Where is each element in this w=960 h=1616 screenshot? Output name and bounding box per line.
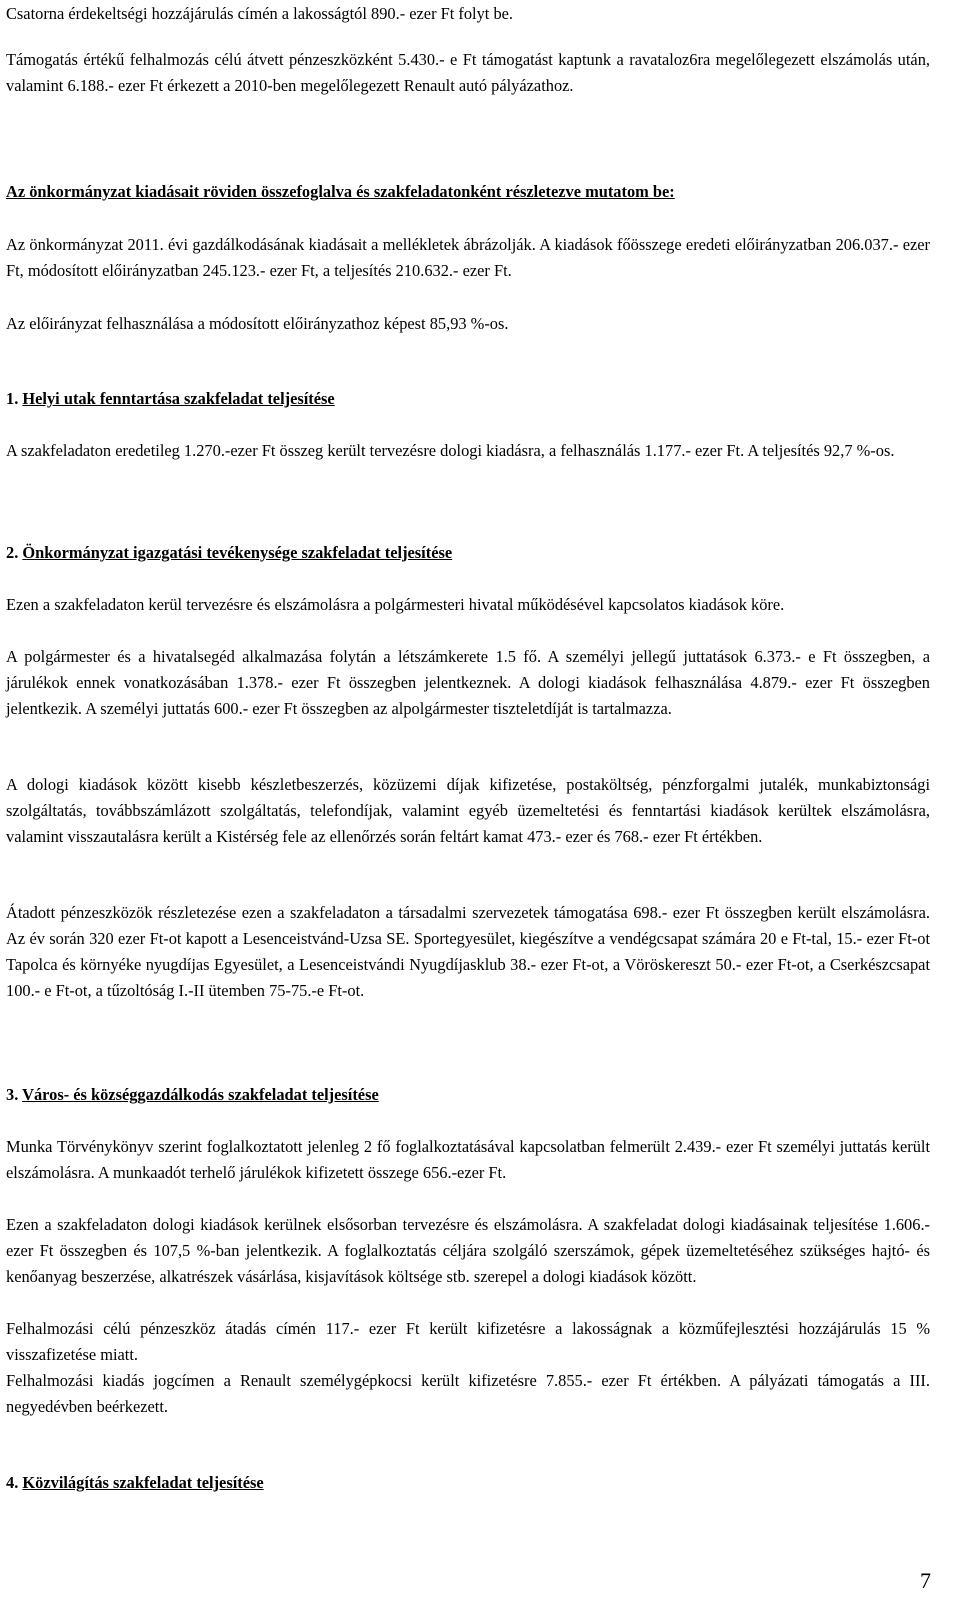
- section-number: 2.: [6, 543, 19, 562]
- page-number: 7: [920, 1568, 931, 1593]
- paragraph-capital-expenditure: Felhalmozási kiadás jogcímen a Renault személygépkocsi került kifizetésre 7.855.- ezer Ft értékben. A pályázati támogatás a III. negyedévben beérkezett.: [6, 1371, 930, 1416]
- paragraph-roads-budget: A szakfeladaton eredetileg 1.270.-ezer Ft összeg került tervezésre dologi kiadásra, a felhasználás 1.177.- ezer Ft. A teljesítés 92,7 %-os.: [6, 441, 895, 460]
- section-number: 3.: [6, 1085, 19, 1104]
- paragraph-transferred-funds: Átadott pénzeszközök részletezése ezen a szakfeladaton a társadalmi szervezetek támogatása 698.- ezer Ft összegben került elszámolásra. Az év során 320 ezer Ft-ot kapott a Lesenceistvánd-Uzsa SE. Sportegyesület, kiegészítve a vendégcsapat számára 20 e Ft-tal, 15.- ezer Ft-ot Tapolca és környéke nyugdíjas Egyesület, a Lesenceistvándi Nyugdíjasklub 38.- ezer Ft-ot, a Vöröskereszt 50.- ezer Ft-ot, a Cserkészcsapat 100.- e Ft-ot, a tűzoltóság I.-II ütemben 75-75.-e Ft-ot.: [6, 903, 930, 1000]
- paragraph-support-funds: Támogatás értékű felhalmozás célú átvett pénzeszközként 5.430.- e Ft támogatást kaptunk a ravataloz6ra megelőlegezett elszámolás után, valamint 6.188.- ezer Ft érkezett a 2010-ben megelőlegezett Renault autó pályázathoz.: [6, 50, 930, 95]
- section-title: Közvilágítás szakfeladat teljesítése: [22, 1473, 264, 1492]
- section-title: Önkormányzat igazgatási tevékenysége szakfeladat teljesítése: [22, 543, 453, 562]
- section-title: Helyi utak fenntartása szakfeladat teljesítése: [22, 389, 335, 408]
- paragraph-appropriation-usage: Az előirányzat felhasználása a módosított előirányzathoz képest 85,93 %-os.: [6, 314, 509, 333]
- paragraph-material-expenses: A dologi kiadások között kisebb készletbeszerzés, közüzemi díjak kifizetése, postaköltség, pénzforgalmi jutalék, munkabiztonsági szolgáltatás, továbbszámlázott szolgáltatás, telefondíjak, valamint egyéb üzemeltetési és fenntartási kiadások kerültek elszámolásra, valamint visszautalásra került a Kistérség fele az ellenőrzés során feltárt kamat 473.- ezer és 768.- ezer Ft értékben.: [6, 775, 930, 846]
- heading-section-3: [6, 1082, 936, 1108]
- paragraph-material-costs: Ezen a szakfeladaton dologi kiadások kerülnek elsősorban tervezésre és elszámolásra. A szakfeladat dologi kiadásainak teljesítése 1.606.- ezer Ft összegben és 107,5 %-ban jelentkezik. A foglalkoztatás céljára szolgáló szerszámok, gépek üzemeltetéséhez szükséges hajtó- és kenőanyag beszerzése, alkatrészek vásárlása, kisjavítások költsége stb. szerepel a dologi kiadások között.: [6, 1215, 930, 1286]
- paragraph-admin-scope: Ezen a szakfeladaton kerül tervezésre és elszámolásra a polgármesteri hivatal működésével kapcsolatos kiadások köre.: [6, 595, 785, 614]
- paragraph-admin-staff-costs: A polgármester és a hivatalsegéd alkalmazása folytán a létszámkerete 1.5 fő. A személyi jellegű juttatások 6.373.- e Ft összegben, a járulékok ennek vonatkozásában 1.378.- ezer Ft összegben jelentkeznek. A dologi kiadások felhasználása 4.879.- ezer Ft összegben jelentkezik. A személyi juttatás 600.- ezer Ft összegben az alpolgármester tiszteletdíját is tartalmazza.: [6, 647, 930, 718]
- heading-section-4: [6, 1470, 936, 1496]
- heading-section-2: [6, 540, 936, 566]
- section-title: Város- és községgazdálkodás szakfeladat teljesítése: [22, 1085, 379, 1104]
- paragraph-employment: Munka Törvénykönyv szerint foglalkoztatott jelenleg 2 fő foglalkoztatásával kapcsolatban felmerült 2.439.- ezer Ft személyi juttatás került elszámolásra. A munkaadót terhelő járulékok kifizetett összege 656.-ezer Ft.: [6, 1137, 930, 1182]
- section-number: 4.: [6, 1473, 19, 1492]
- section-number: 1.: [6, 389, 19, 408]
- paragraph-capital-transfer: Felhalmozási célú pénzeszköz átadás címén 117.- ezer Ft került kifizetésre a lakosságnak a közműfejlesztési hozzájárulás 15 % visszafizetése miatt.: [6, 1319, 930, 1364]
- heading-expenditure-summary: Az önkormányzat kiadásait röviden összefoglalva és szakfeladatonként részletezve mutatom be:: [6, 182, 675, 201]
- paragraph-sewer-contribution: Csatorna érdekeltségi hozzájárulás címén a lakosságtól 890.- ezer Ft folyt be.: [6, 4, 514, 23]
- paragraph-expenditure-totals: Az önkormányzat 2011. évi gazdálkodásának kiadásait a mellékletek ábrázolják. A kiadások főösszege eredeti előirányzatban 206.037.- ezer Ft, módosított előirányzatban 245.123.- ezer Ft, a teljesítés 210.632.- ezer Ft.: [6, 235, 930, 280]
- heading-section-1: [6, 386, 936, 412]
